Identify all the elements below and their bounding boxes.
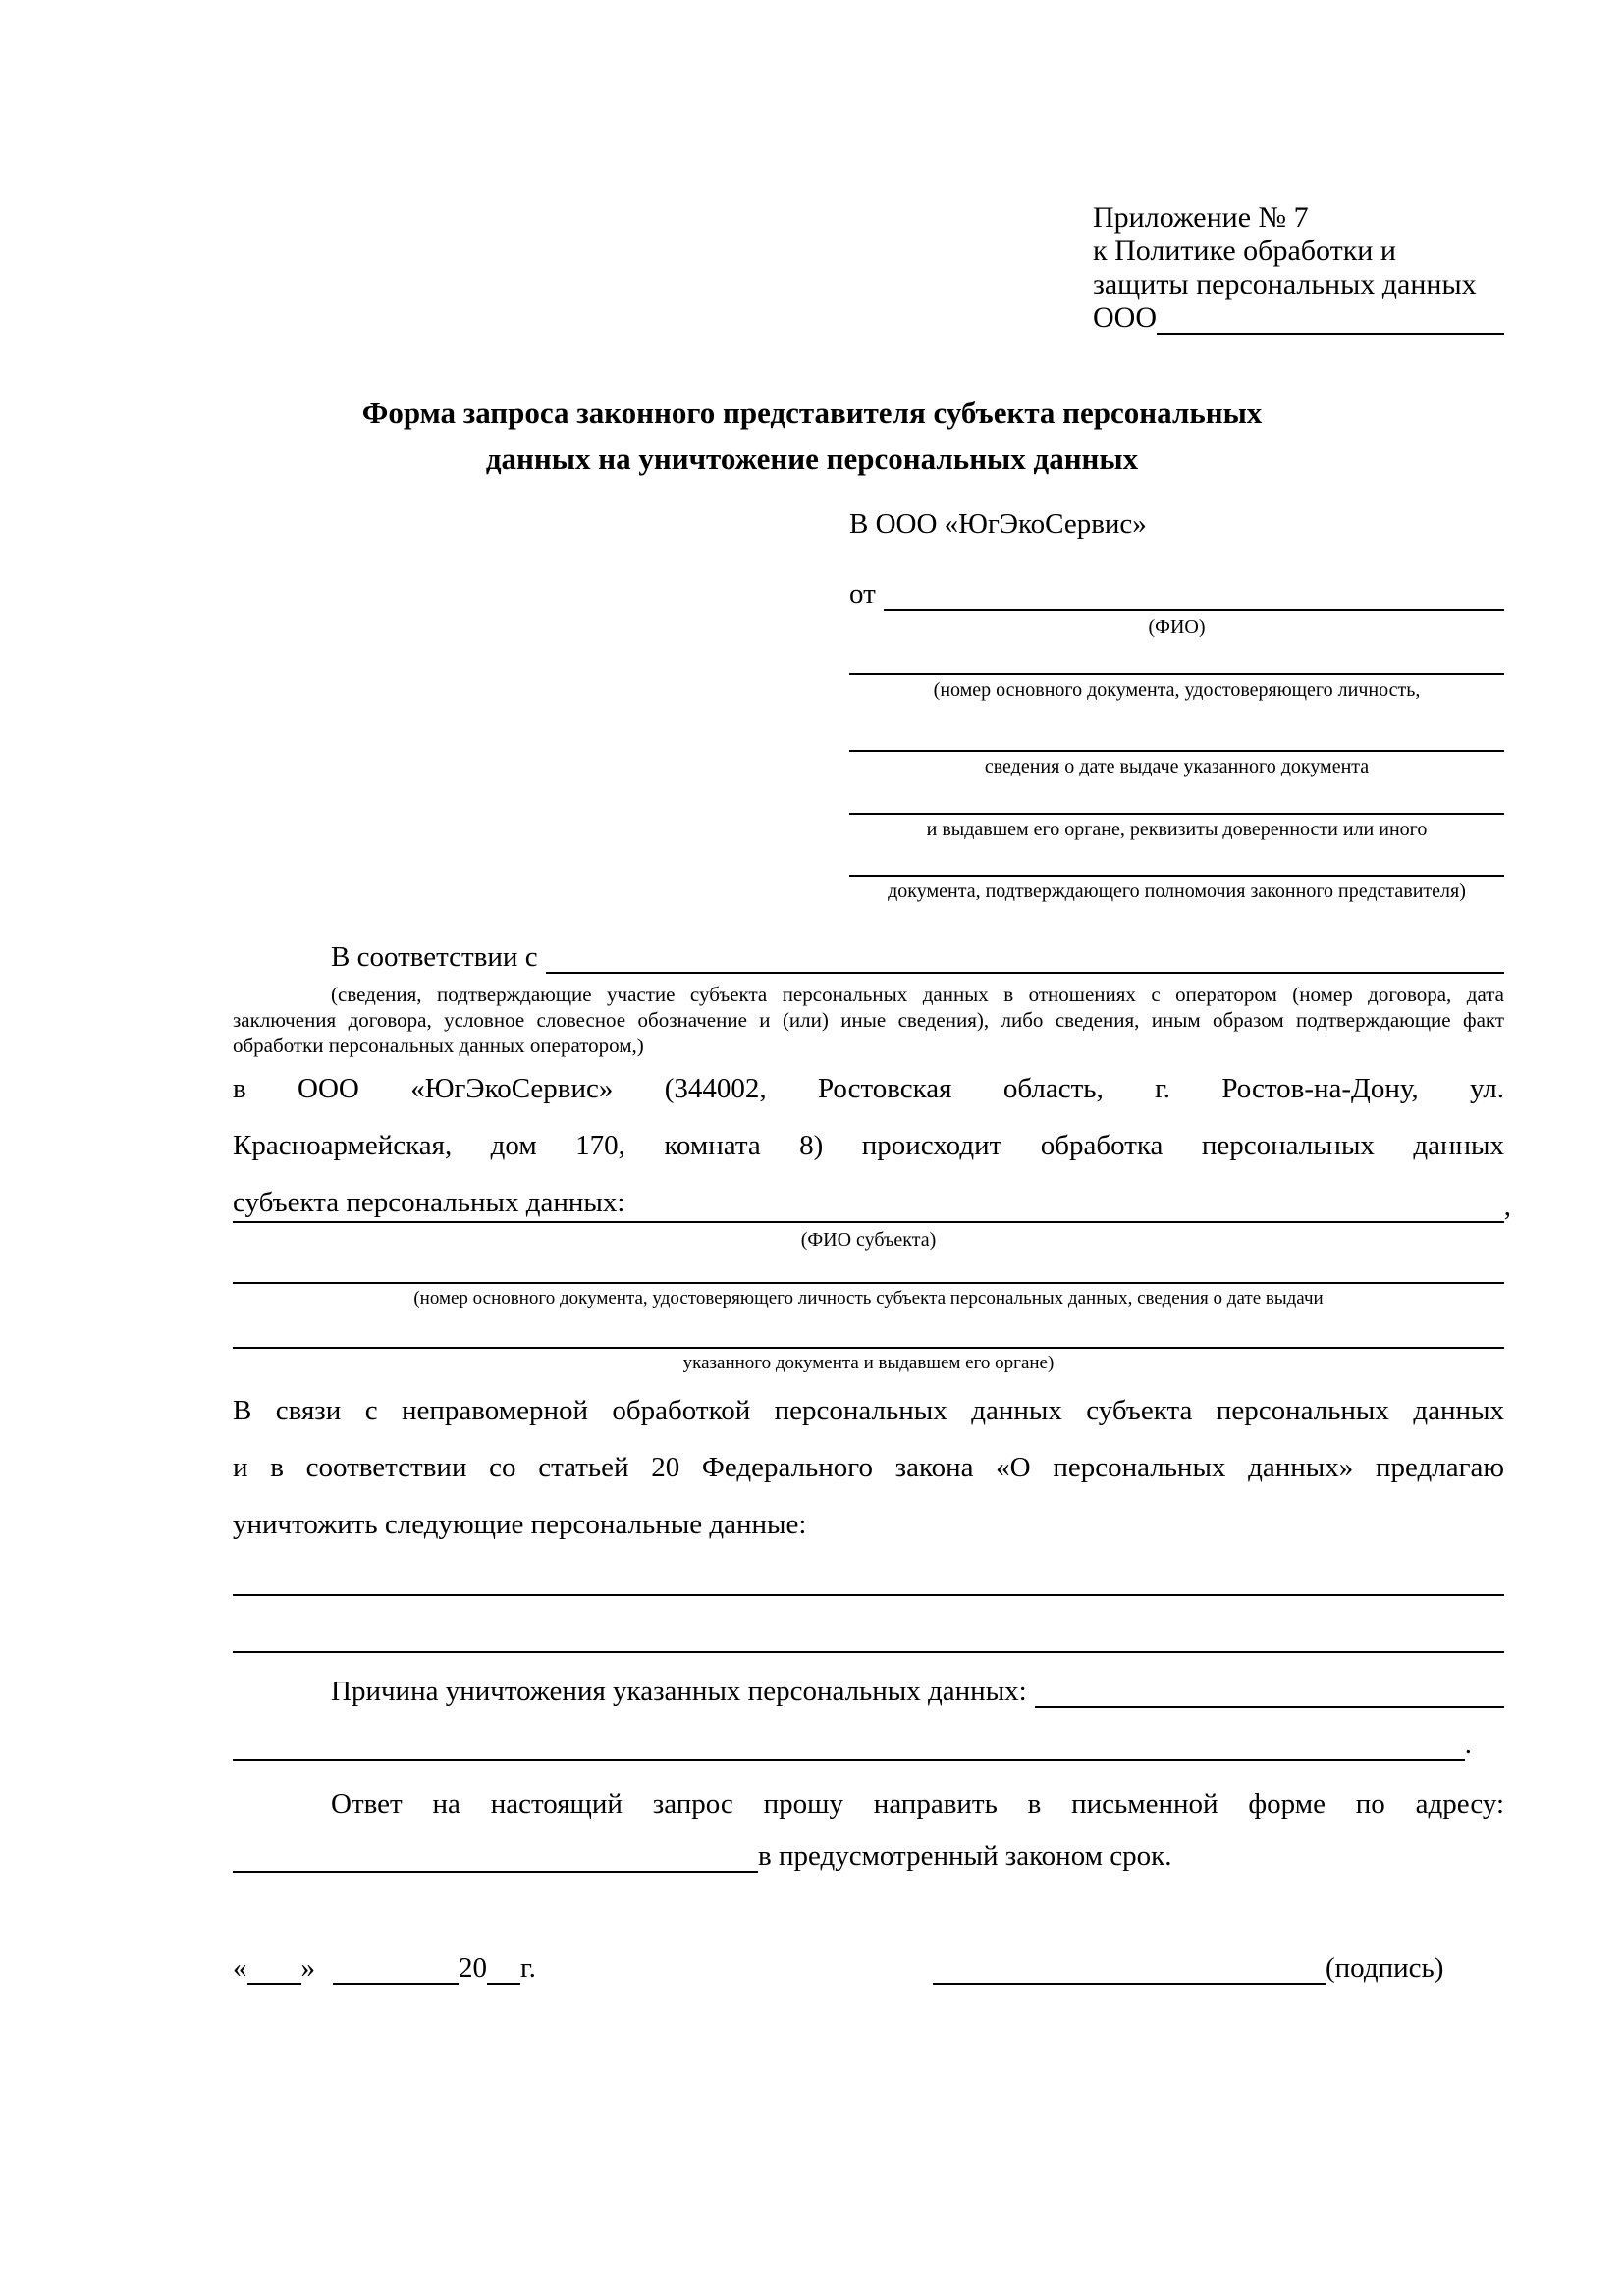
accordance-row [233, 934, 1504, 974]
day-blank[interactable] [247, 1977, 301, 1985]
year-prefix: 20 [459, 1952, 487, 1984]
reply-paragraph [233, 1789, 1504, 1821]
company-prefix-label: ООО [1093, 301, 1157, 334]
representative-fio-blank[interactable] [884, 603, 1504, 611]
appendix-note-line: защиты персональных данных [1093, 268, 1477, 300]
reply-suffix: в предусмотренный законом срок. [758, 1841, 1172, 1872]
demand-paragraph-line: В связи с неправомерной обработкой персональных данных субъекта персональных данных [233, 1395, 1504, 1426]
demand-paragraph [233, 1382, 1504, 1553]
subject-comma: , [1503, 1191, 1511, 1222]
representative-doc-caption-1: (номер основного документа, удостоверяющего личность, [933, 679, 1421, 701]
recipient-organization: В ООО «ЮгЭкоСервис» [849, 508, 1147, 540]
representative-doc-caption-3: и выдавшем его органе, реквизиты доверенности или иного [926, 819, 1428, 840]
date-row [233, 1946, 536, 1985]
accordance-label: В соответствии с [331, 941, 538, 973]
operator-paragraph-line: субъекта персональных данных: [233, 1187, 625, 1218]
data-blank-line-2[interactable] [233, 1618, 1504, 1653]
reason-row [233, 1671, 1504, 1708]
accordance-note-line: заключения договора, условное словесное обозначение и (или) иные сведения), либо сведения, иным образом подтверждающие факт [233, 1008, 1504, 1032]
subject-doc-caption-1: (номер основного документа, удостоверяющего личность субъекта персональных данных, сведения о дате выдачи [413, 1288, 1324, 1308]
subject-fio-blank[interactable] [233, 1215, 1504, 1223]
accordance-blank[interactable] [546, 966, 1504, 974]
reply-address-blank[interactable] [233, 1865, 758, 1873]
appendix-note-line: к Политике обработки и [1093, 235, 1396, 267]
accordance-note-line: (сведения, подтверждающие участие субъекта персональных данных в отношениях с оператором (номер договора, дата [331, 983, 1504, 1006]
representative-doc-caption-4: документа, подтверждающего полномочия законного представителя) [888, 881, 1466, 902]
reason-continuation-row [233, 1724, 1472, 1761]
subject-doc-caption-2: указанного документа и выдавшем его органе) [682, 1353, 1055, 1373]
representative-doc-blank-1[interactable] [849, 636, 1504, 675]
representative-doc-blank-2[interactable] [849, 713, 1504, 752]
form-title-line: Форма запроса законного представителя субъекта персональных [361, 396, 1263, 430]
subject-doc-blank-1[interactable] [233, 1249, 1504, 1284]
year-blank[interactable] [487, 1977, 520, 1985]
fio-caption: (ФИО) [1148, 616, 1206, 638]
demand-paragraph-line: и в соответствии со статьей 20 Федерального закона «О персональных данных» предлагаю [233, 1452, 1504, 1483]
representative-doc-blank-4[interactable] [849, 837, 1504, 877]
reason-terminator: . [1464, 1729, 1472, 1760]
subject-fio-row [233, 1188, 1511, 1223]
year-suffix: г. [520, 1952, 536, 1984]
signature-blank[interactable] [933, 1977, 1326, 1985]
representative-doc-blank-3[interactable] [849, 775, 1504, 815]
appendix-note-line: Приложение № 7 [1093, 201, 1309, 234]
subject-doc-blank-2[interactable] [233, 1313, 1504, 1349]
representative-doc-caption-2: сведения о дате выдаче указанного документа [984, 756, 1370, 777]
form-title [174, 390, 1450, 482]
appendix-note [1093, 201, 1504, 335]
operator-paragraph-line: в ООО «ЮгЭкоСервис» (344002, Ростовская область, г. Ростов-на-Дону, ул. [233, 1073, 1504, 1104]
demand-paragraph-line: уничтожить следующие персональные данные: [233, 1509, 807, 1540]
company-name-blank[interactable] [1157, 327, 1504, 335]
reply-paragraph-line: Ответ на настоящий запрос прошу направить в письменной форме по адресу: [331, 1789, 1504, 1820]
date-close-quote: » [300, 1952, 315, 1984]
form-title-line: данных на уничтожение персональных данных [485, 442, 1139, 476]
accordance-note-line: обработки персональных данных оператором,) [233, 1034, 644, 1057]
reason-blank[interactable] [1035, 1700, 1504, 1708]
signature-caption: (подпись) [1326, 1952, 1444, 1984]
subject-fio-caption: (ФИО субъекта) [800, 1229, 937, 1251]
from-row [849, 571, 1504, 611]
accordance-note [233, 982, 1504, 1058]
reason-continuation-blank[interactable] [233, 1753, 1465, 1761]
data-blank-line-1[interactable] [233, 1561, 1504, 1596]
from-label: от [849, 578, 876, 610]
month-blank[interactable] [333, 1977, 459, 1985]
signature-row [933, 1946, 1443, 1985]
reason-label: Причина уничтожения указанных персональных данных: [331, 1676, 1027, 1707]
reply-address-row [233, 1838, 1504, 1873]
operator-paragraph-line: Красноармейская, дом 170, комната 8) происходит обработка персональных данных [233, 1130, 1504, 1161]
date-open-quote: « [233, 1952, 247, 1984]
